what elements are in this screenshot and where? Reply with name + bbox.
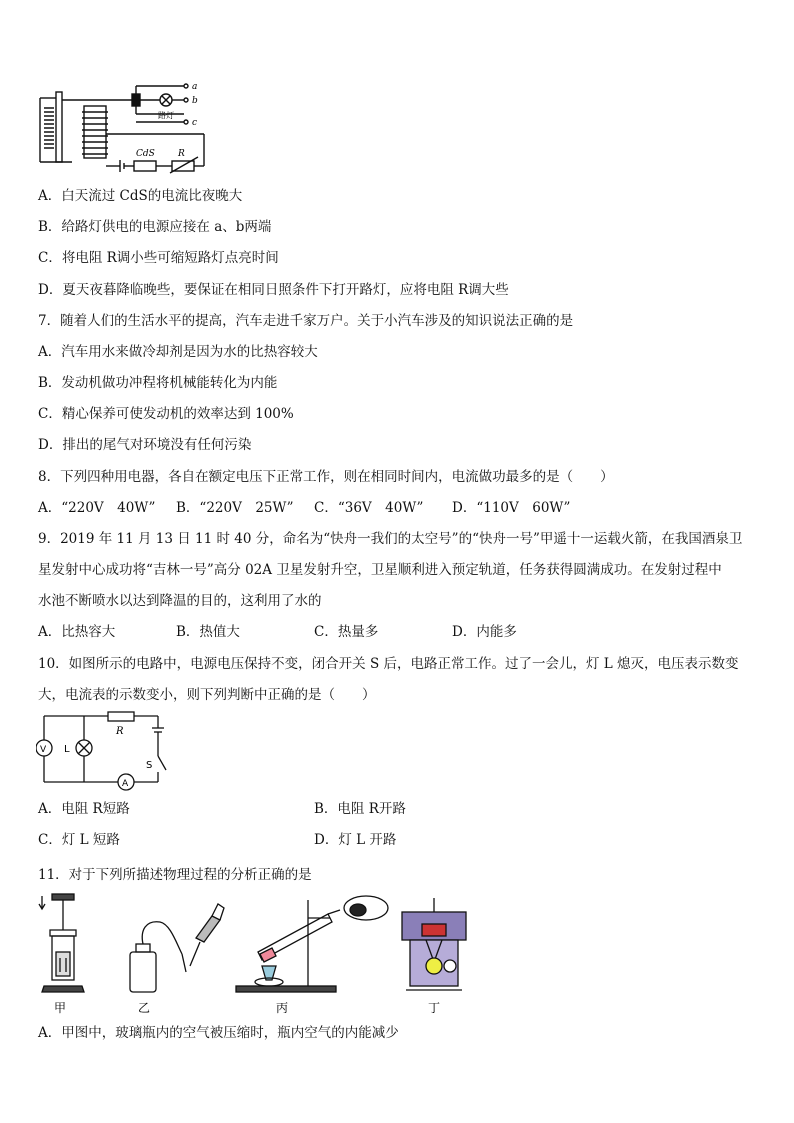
relay-circuit-figure: [36, 74, 216, 174]
terminal-a-label: a: [192, 82, 198, 92]
cds-label: CdS: [136, 149, 155, 159]
q6-option-b: B．给路灯供电的电源应接在 a、b两端: [38, 219, 272, 235]
q11-stem: 11．对于下列所描述物理过程的分析正确的是: [38, 867, 312, 883]
q10-option-d: D．灯 L 开路: [314, 832, 397, 848]
q10-stem-line-2: 大，电流表的示数变小，则下列判断中正确的是（ ）: [38, 687, 376, 703]
q7-option-a: A．汽车用水来做冷却剂是因为水的比热容较大: [38, 344, 318, 360]
q8-option-a: A．“220V 40W”: [38, 500, 156, 516]
q9-option-b: B．热值大: [176, 624, 240, 640]
resistor-r-label: R: [116, 726, 124, 737]
series-circuit-figure: [36, 710, 176, 796]
lamp-l-label: L: [64, 744, 70, 755]
figure-label-ding: 丁: [428, 1001, 441, 1014]
r-label: R: [178, 149, 185, 159]
q8-option-d: D．“110V 60W”: [452, 500, 571, 516]
q9-option-a: A．比热容大: [38, 624, 116, 640]
experiment-figures: [36, 890, 476, 1014]
q8-stem: 8．下列四种用电器，各自在额定电压下正常工作，则在相同时间内，电流做功最多的是（ ）: [38, 469, 614, 485]
q9-stem-line-2: 星发射中心成功将“吉林一号”高分 02A 卫星发射升空，卫星顺利进入预定轨道，任务获得圆满成功。在发射过程中: [38, 562, 722, 578]
q10-option-c: C．灯 L 短路: [38, 832, 120, 848]
q7-option-c: C．精心保养可使发动机的效率达到 100%: [38, 406, 294, 422]
q6-option-a: A．白天流过 CdS的电流比夜晚大: [38, 188, 243, 204]
ammeter-label: A: [122, 779, 129, 789]
switch-s-label: S: [146, 760, 153, 771]
q7-option-b: B．发动机做功冲程将机械能转化为内能: [38, 375, 278, 391]
q6-option-d: D．夏天夜暮降临晚些，要保证在相同日照条件下打开路灯，应将电阻 R调大些: [38, 282, 509, 298]
voltmeter-label: V: [40, 745, 47, 755]
q10-option-b: B．电阻 R开路: [314, 801, 406, 817]
q8-option-b: B．“220V 25W”: [176, 500, 294, 516]
terminal-b-label: b: [192, 96, 198, 106]
q11-option-a: A．甲图中，玻璃瓶内的空气被压缩时，瓶内空气的内能减少: [38, 1025, 399, 1041]
q9-stem-line-3: 水池不断喷水以达到降温的目的，这利用了水的: [38, 593, 322, 609]
q9-stem-line-1: 9．2019 年 11 月 13 日 11 时 40 分，命名为“快舟一我们的太空号”的“快舟一号”甲遥十一运载火箭，在我国酒泉卫: [38, 531, 743, 547]
figure-label-yi: 乙: [138, 1001, 151, 1014]
q10-option-a: A．电阻 R短路: [38, 801, 130, 817]
terminal-c-label: c: [192, 118, 198, 128]
q9-option-c: C．热量多: [314, 624, 379, 640]
figure-label-bing: 丙: [276, 1001, 289, 1014]
lamp-label: 路灯: [158, 111, 174, 120]
q7-option-d: D．排出的尾气对环境没有任何污染: [38, 437, 252, 453]
q9-option-d: D．内能多: [452, 624, 517, 640]
q10-stem-line-1: 10．如图所示的电路中，电源电压保持不变，闭合开关 S 后，电路正常工作。过了一会儿，灯 L 熄灭，电压表示数变: [38, 656, 739, 672]
q7-stem: 7．随着人们的生活水平的提高，汽车走进千家万户。关于小汽车涉及的知识说法正确的是: [38, 313, 574, 329]
q8-option-c: C．“36V 40W”: [314, 500, 424, 516]
q6-option-c: C．将电阻 R调小些可缩短路灯点亮时间: [38, 250, 279, 266]
figure-label-jia: 甲: [54, 1001, 67, 1014]
